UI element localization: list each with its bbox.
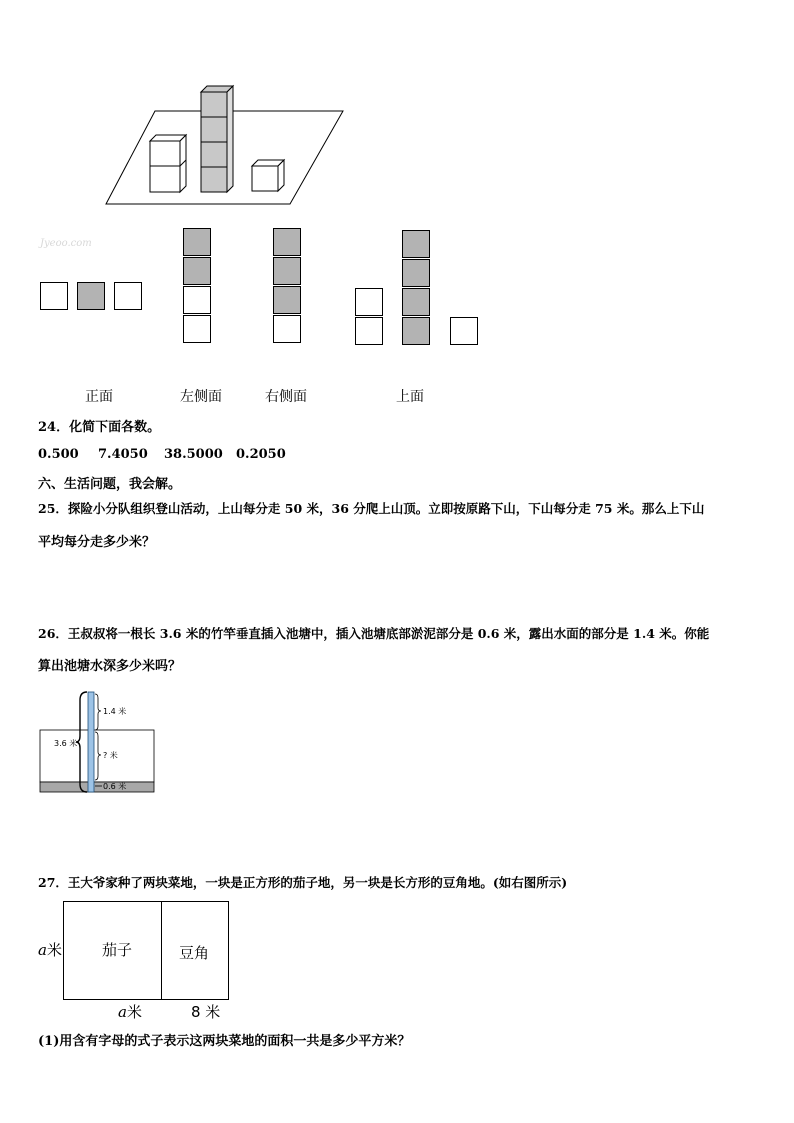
q24-number-2: 7.4050 <box>98 447 148 462</box>
bottom-label: 0.6 米 <box>103 782 127 791</box>
question-27-sub-1: (1)用含有字母的式子表示这两块菜地的面积一共是多少平方米？ <box>38 1034 411 1049</box>
top-brace <box>95 694 101 730</box>
bottom-length-label: a米 <box>118 1003 142 1021</box>
right-view-label: 右侧面 <box>265 389 307 405</box>
q24-number-4: 0.2050 <box>236 447 286 462</box>
pond-mud <box>40 782 154 792</box>
side-length-label: a米 <box>38 941 62 959</box>
question-26-line-2: 算出池塘水深多少米吗？ <box>38 659 182 674</box>
beans-label: 豆角 <box>179 944 210 962</box>
q24-number-1: 0.500 <box>38 447 79 462</box>
bamboo-pole <box>88 692 94 792</box>
bean-width-label: 8 米 <box>191 1003 221 1021</box>
question-24: 24．化简下面各数。 <box>38 420 161 435</box>
left-cube-stack <box>150 135 186 192</box>
q24-number-3: 38.5000 <box>164 447 223 462</box>
front-view-label: 正面 <box>85 389 113 405</box>
section-6-title: 六、生活问题，我会解。 <box>38 477 182 492</box>
total-label: 3.6 米 <box>54 739 78 748</box>
plot-divider <box>161 902 162 999</box>
left-view-label: 左侧面 <box>180 389 222 405</box>
middle-label: ? 米 <box>103 751 118 760</box>
question-27-line-1: 27．王大爷家种了两块菜地，一块是正方形的茄子地，另一块是长方形的豆角地。(如右图所示) <box>38 875 568 890</box>
question-25-line-2: 平均每分走多少米？ <box>38 535 156 550</box>
tall-cube-stack <box>201 86 233 192</box>
top-view-label: 上面 <box>396 389 424 405</box>
cube-arrangement-figure <box>100 80 350 210</box>
garden-figure <box>63 901 229 1000</box>
question-26-line-1: 26．王叔叔将一根长 3.6 米的竹竿垂直插入池塘中，插入池塘底部淤泥部分是 0.6 米，露出水面的部分是 1.4 米。你能 <box>38 626 710 641</box>
pond-pole-diagram <box>36 688 161 796</box>
question-25-line-1: 25．探险小分队组织登山活动，上山每分走 50 米，36 分爬上山顶。立即按原路下山，下山每分走 75 米。那么上下山 <box>38 501 705 516</box>
eggplant-label: 茄子 <box>102 941 133 959</box>
pond-water <box>40 730 154 782</box>
single-cube <box>252 160 284 191</box>
watermark: Jyeoo.com <box>40 238 92 249</box>
top-label: 1.4 米 <box>103 707 127 716</box>
